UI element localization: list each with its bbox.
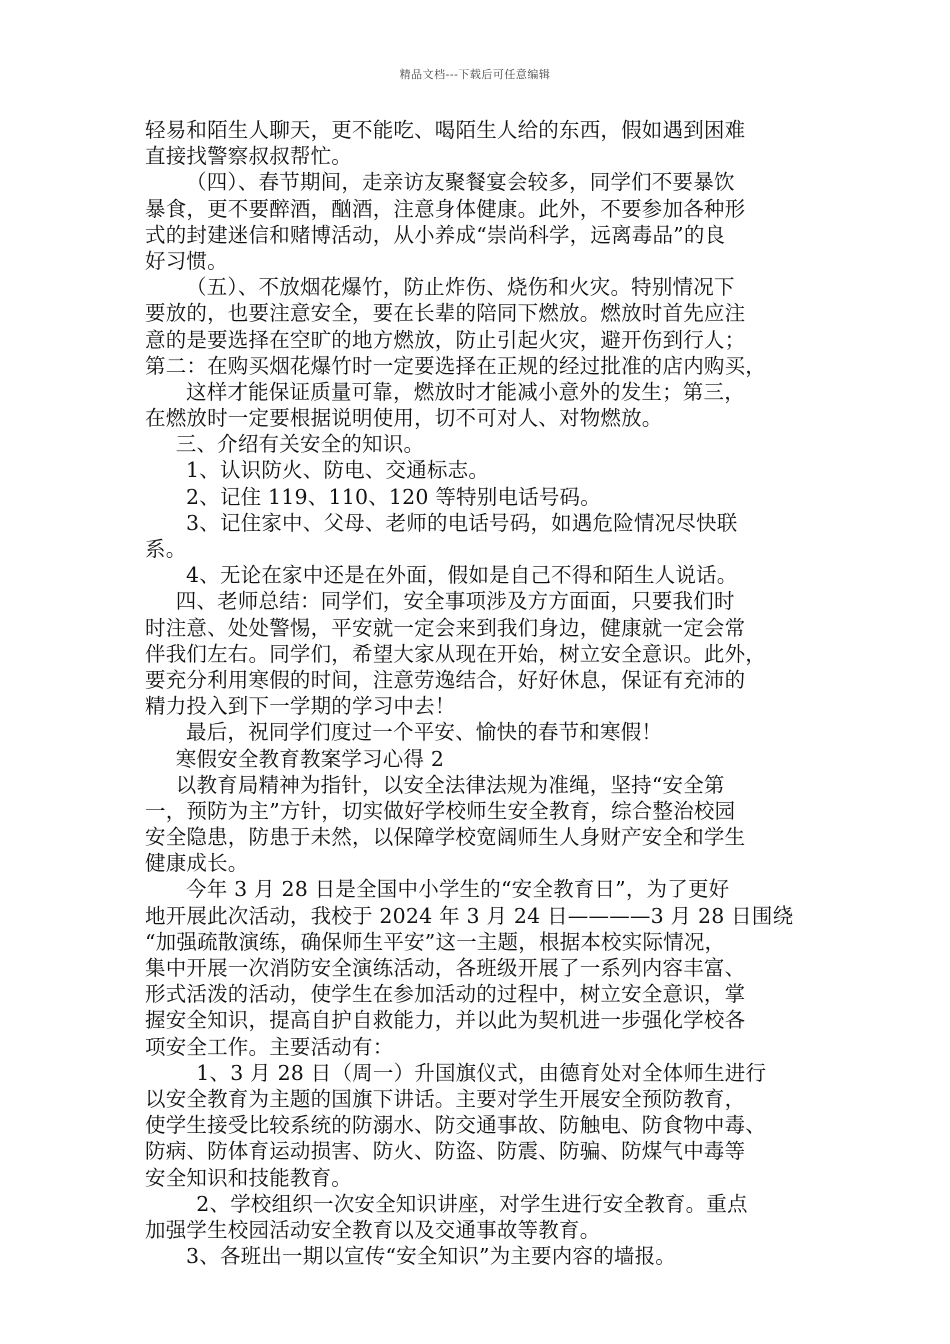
- text-line: 安全知识和技能教育。: [145, 1165, 352, 1190]
- text-line: 3、记住家中、父母、老师的电话号码，如遇危险情况尽快联: [186, 510, 738, 535]
- text-line: 以安全教育为主题的国旗下讲话。主要对学生开展安全预防教育，: [145, 1086, 746, 1111]
- text-line: 2、学校组织一次安全知识讲座，对学生进行安全教育。重点: [196, 1191, 748, 1216]
- text-line: 第二：在购买烟花爆竹时一定要选择在正规的经过批准的店内购买，: [145, 353, 766, 378]
- text-line: 一，预防为主”方针，切实做好学校师生安全教育，综合整治校园: [145, 798, 736, 823]
- text-line: 轻易和陌生人聊天，更不能吃、喝陌生人给的东西，假如遇到困难: [145, 118, 746, 142]
- text-line: 1、认识防火、防电、交通标志。: [186, 458, 490, 483]
- text-line: 握安全知识，提高自护自救能力，并以此为契机进一步强化学校各: [145, 1008, 746, 1033]
- text-line: 项安全工作。主要活动有：: [145, 1034, 394, 1059]
- text-line: 要充分利用寒假的时间，注意劳逸结合，好好休息，保证有充沛的: [145, 667, 746, 692]
- text-line: 暴食，更不要醉酒，酗酒，注意身体健康。此外，不要参加各种形: [145, 196, 746, 221]
- text-line: 直接找警察叔叔帮忙。: [145, 144, 352, 169]
- text-line: “加强疏散演练，确保师生平安”这一主题，根据本校实际情况，: [145, 929, 726, 954]
- text-line: 今年 3 月 28 日是全国中小学生的“安全教育日”，为了更好: [186, 877, 730, 902]
- text-line: 寒假安全教育教案学习心得 2: [175, 746, 445, 771]
- text-line: 以教育局精神为指针，以安全法律法规为准绳，坚持“安全第: [175, 772, 725, 797]
- document-body: [145, 117, 825, 1269]
- text-line: （五）、不放烟花爆竹，防止炸伤、烧伤和火灾。特别情况下: [186, 275, 735, 300]
- text-line: 健康成长。: [145, 851, 249, 876]
- text-line: 意的是要选择在空旷的地方燃放，防止引起火灾，避开伤到行人；: [145, 327, 746, 352]
- text-line: 2、记住 119、110、120 等特别电话号码。: [186, 484, 601, 509]
- text-line: 4、无论在家中还是在外面，假如是自己不得和陌生人说话。: [186, 563, 738, 588]
- text-line: 集中开展一次消防安全演练活动，各班级开展了一系列内容丰富、: [145, 956, 746, 980]
- text-line: 加强学生校园活动安全教育以及交通事故等教育。: [145, 1217, 601, 1242]
- text-line: 三、介绍有关安全的知识。: [175, 432, 425, 457]
- text-line: 时注意、处处警惕，平安就一定会来到我们身边，健康就一定会常: [145, 615, 746, 640]
- text-line: 好习惯。: [145, 248, 228, 273]
- text-line: 最后，祝同学们度过一个平安、愉快的春节和寒假！: [186, 720, 663, 745]
- text-line: 形式活泼的活动，使学生在参加活动的过程中，树立安全意识，掌: [145, 982, 746, 1007]
- text-line: 安全隐患，防患于未然，以保障学校宽阔师生人身财产安全和学生: [145, 825, 746, 850]
- text-line: 系。: [145, 537, 187, 561]
- text-line: 在燃放时一定要根据说明使用，切不可对人、对物燃放。: [145, 406, 663, 431]
- text-line: 精力投入到下一学期的学习中去！: [145, 694, 456, 719]
- text-line: 伴我们左右。同学们，希望大家从现在开始，树立安全意识。此外，: [145, 641, 766, 666]
- text-line: 四、老师总结：同学们，安全事项涉及方方面面，只要我们时: [175, 589, 735, 614]
- text-line: 这样才能保证质量可靠，燃放时才能减小意外的发生；第三，: [186, 379, 745, 404]
- text-line: 3、各班出一期以宣传“安全知识”为主要内容的墙报。: [186, 1244, 677, 1269]
- text-line: （四）、春节期间，走亲访友聚餐宴会较多，同学们不要暴饮: [186, 170, 735, 195]
- text-line: 1、3 月 28 日（周一）升国旗仪式，由德育处对全体师生进行: [196, 1060, 767, 1085]
- text-line: 防病、防体育运动损害、防火、防盗、防震、防骗、防煤气中毒等: [145, 1139, 746, 1164]
- text-line: 地开展此次活动，我校于 2024 年 3 月 24 日————3 月 28 日围绕: [145, 903, 794, 928]
- text-line: 要放的，也要注意安全，要在长辈的陪同下燃放。燃放时首先应注: [145, 301, 746, 326]
- text-line: 式的封建迷信和赌博活动，从小养成“崇尚科学，远离毒品”的良: [145, 222, 726, 247]
- text-line: 使学生接受比较系统的防溺水、防交通事故、防触电、防食物中毒、: [145, 1113, 766, 1138]
- page-header: 精品文档---下载后可任意编辑: [399, 68, 551, 81]
